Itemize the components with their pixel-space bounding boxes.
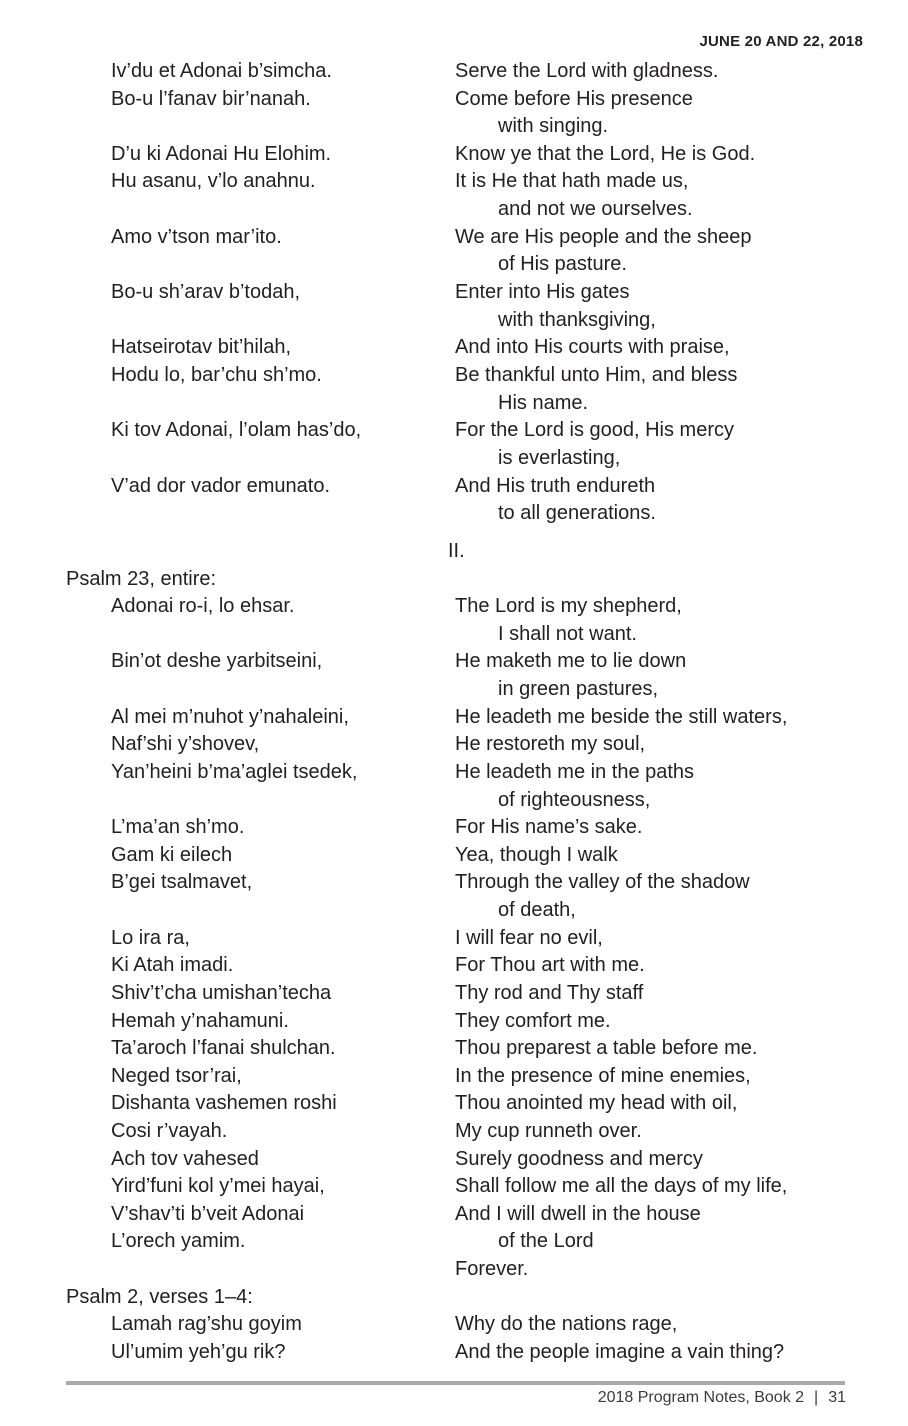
english-line: He leadeth me beside the still waters, (455, 706, 788, 728)
hebrew-line: Adonai ro-i, lo ehsar. (111, 595, 295, 617)
english-line: Thou preparest a table before me. (455, 1037, 758, 1059)
hebrew-line: Hatseirotav bit’hilah, (111, 336, 292, 358)
hebrew-line: Yird’funi kol y’mei hayai, (111, 1175, 325, 1197)
english-line: For Thou art with me. (455, 954, 645, 976)
english-line: Surely goodness and mercy (455, 1148, 703, 1170)
english-line: And into His courts with praise, (455, 336, 730, 358)
english-line: Come before His presence (455, 88, 693, 110)
hebrew-line: Lo ira ra, (111, 927, 190, 949)
hebrew-line: Hodu lo, bar’chu sh’mo. (111, 364, 322, 386)
english-continuation: of the Lord (498, 1230, 594, 1252)
page-header-date: JUNE 20 AND 22, 2018 (699, 33, 863, 50)
hebrew-line: V’shav’ti b’veit Adonai (111, 1203, 305, 1225)
english-line: Enter into His gates (455, 281, 630, 303)
publication-title: 2018 Program Notes, Book 2 (597, 1389, 805, 1406)
hebrew-line: Cosi r’vayah. (111, 1120, 228, 1142)
english-line: The Lord is my shepherd, (455, 595, 682, 617)
english-continuation: is everlasting, (498, 447, 621, 469)
english-continuation: His name. (498, 392, 589, 414)
section-marker: II. (448, 540, 465, 562)
hebrew-line: Ta’aroch l’fanai shulchan. (111, 1037, 336, 1059)
english-line: For the Lord is good, His mercy (455, 419, 734, 441)
hebrew-line: Dishanta vashemen roshi (111, 1092, 337, 1114)
english-line: Thy rod and Thy staff (455, 982, 644, 1004)
english-line: Shall follow me all the days of my life, (455, 1175, 788, 1197)
hebrew-line: L’orech yamim. (111, 1230, 246, 1252)
english-line: It is He that hath made us, (455, 170, 689, 192)
psalm-heading: Psalm 2, verses 1–4: (66, 1286, 253, 1308)
hebrew-line: L’ma’an sh’mo. (111, 816, 245, 838)
english-line: We are His people and the sheep (455, 226, 752, 248)
hebrew-line: V’ad dor vador emunato. (111, 475, 331, 497)
hebrew-line: Bo-u l’fanav bir’nanah. (111, 88, 311, 110)
english-continuation: with singing. (498, 115, 609, 137)
english-line: He leadeth me in the paths (455, 761, 695, 783)
english-continuation: to all generations. (498, 502, 656, 524)
english-line: Be thankful unto Him, and bless (455, 364, 738, 386)
hebrew-line: Amo v’tson mar’ito. (111, 226, 282, 248)
page-footer (598, 1389, 846, 1407)
english-line: And I will dwell in the house (455, 1203, 701, 1225)
hebrew-line: Iv’du et Adonai b’simcha. (111, 60, 332, 82)
hebrew-line: Naf’shi y’shovev, (111, 733, 260, 755)
english-line: He restoreth my soul, (455, 733, 646, 755)
english-continuation: and not we ourselves. (498, 198, 693, 220)
psalm-heading: Psalm 23, entire: (66, 568, 217, 590)
english-line: They comfort me. (455, 1010, 611, 1032)
english-line: Thou anointed my head with oil, (455, 1092, 738, 1114)
english-continuation: with thanksgiving, (498, 309, 656, 331)
hebrew-line: Yan’heini b’ma’aglei tsedek, (111, 761, 358, 783)
hebrew-line: Gam ki eilech (111, 844, 233, 866)
hebrew-line: Hu asanu, v’lo anahnu. (111, 170, 316, 192)
hebrew-line: Ki Atah imadi. (111, 954, 234, 976)
hebrew-line: B’gei tsalmavet, (111, 871, 253, 893)
english-continuation: of death, (498, 899, 576, 921)
hebrew-line: Bin’ot deshe yarbitseini, (111, 650, 323, 672)
english-continuation: of righteousness, (498, 789, 651, 811)
english-line: Know ye that the Lord, He is God. (455, 143, 756, 165)
hebrew-line: Ul’umim yeh’gu rik? (111, 1341, 286, 1363)
footer-rule (66, 1381, 845, 1385)
hebrew-line: Al mei m’nuhot y’nahaleini, (111, 706, 349, 728)
english-line: Forever. (455, 1258, 529, 1280)
english-line: Why do the nations rage, (455, 1313, 678, 1335)
hebrew-line: Hemah y’nahamuni. (111, 1010, 289, 1032)
english-line: I will fear no evil, (455, 927, 603, 949)
english-line: Yea, though I walk (455, 844, 618, 866)
english-line: In the presence of mine enemies, (455, 1065, 751, 1087)
english-line: And the people imagine a vain thing? (455, 1341, 785, 1363)
hebrew-line: D’u ki Adonai Hu Elohim. (111, 143, 332, 165)
hebrew-line: Ach tov vahesed (111, 1148, 259, 1170)
footer-separator: | (814, 1389, 819, 1406)
english-line: For His name’s sake. (455, 816, 643, 838)
english-continuation: in green pastures, (498, 678, 659, 700)
english-continuation: of His pasture. (498, 253, 627, 275)
english-line: My cup runneth over. (455, 1120, 642, 1142)
english-continuation: I shall not want. (498, 623, 637, 645)
english-line: Serve the Lord with gladness. (455, 60, 719, 82)
hebrew-line: Shiv’t’cha umishan’techa (111, 982, 332, 1004)
english-line: Through the valley of the shadow (455, 871, 750, 893)
english-line: And His truth endureth (455, 475, 656, 497)
hebrew-line: Lamah rag’shu goyim (111, 1313, 302, 1335)
hebrew-line: Bo-u sh’arav b’todah, (111, 281, 301, 303)
page-number: 31 (828, 1389, 846, 1406)
english-line: He maketh me to lie down (455, 650, 687, 672)
hebrew-line: Neged tsor’rai, (111, 1065, 242, 1087)
hebrew-line: Ki tov Adonai, l’olam has’do, (111, 419, 362, 441)
